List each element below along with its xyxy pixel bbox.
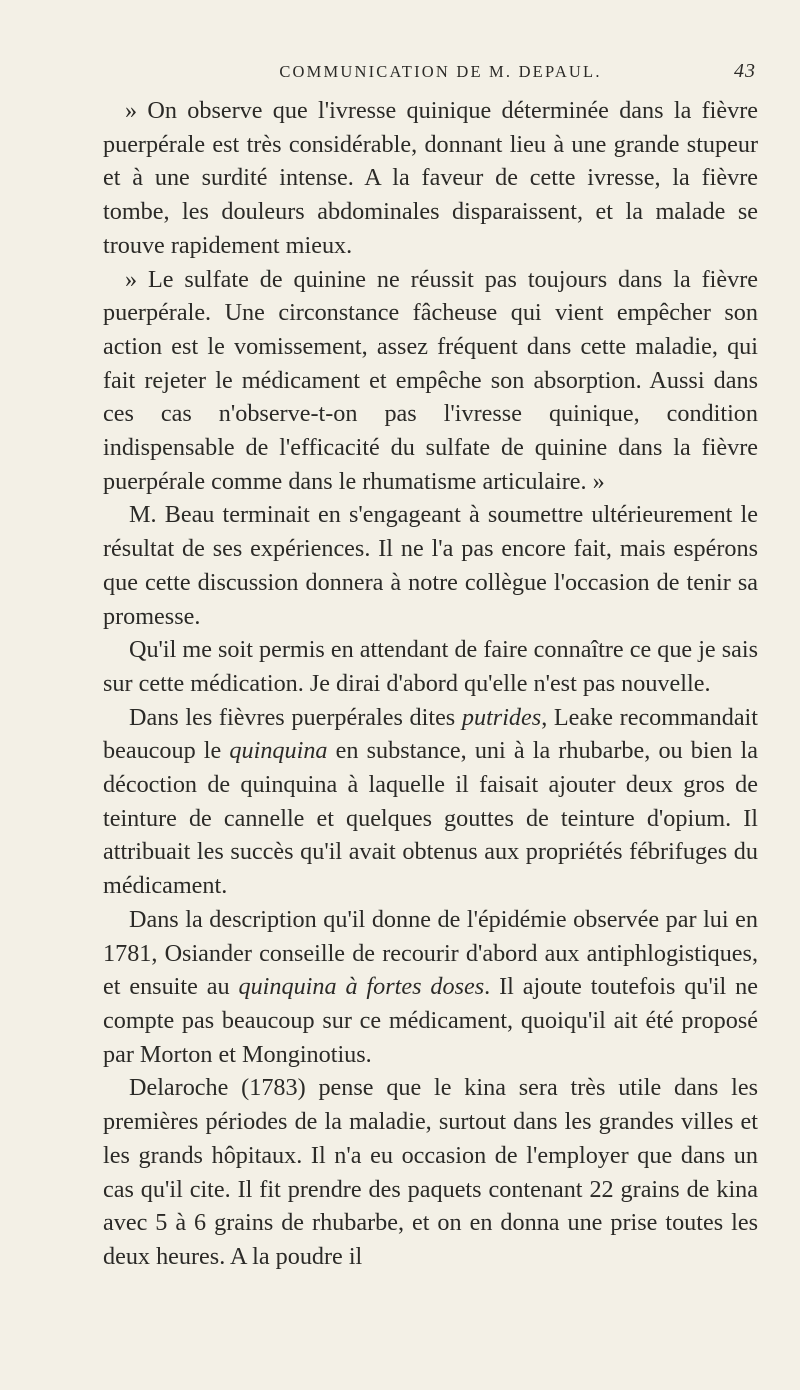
running-head (103, 62, 758, 92)
text-run: en substance, uni à la rhubarbe, ou bien la décoction de quinquina à laquelle il faisait ajouter deux gros de teinture de cannelle et quelques gouttes de teinture d'opium. Il attribuait les succès qu'il avait obtenus aux propriétés fébrifuges du médicament. (103, 737, 758, 900)
running-title: COMMUNICATION DE M. DEPAUL. (279, 62, 602, 81)
paragraph-5 (103, 701, 758, 903)
italic-term: quinquina à fortes doses (238, 973, 485, 1001)
body-text (103, 94, 758, 1274)
paragraph-4 (103, 633, 758, 700)
page-number: 43 (734, 60, 756, 82)
text-run: Delaroche (1783) pense que le kina sera très utile dans les premières périodes de la maladie, surtout dans les grandes villes et les grands hôpitaux. Il n'a eu occasion de l'employer que dans un cas qu'il cite. Il fit prendre des paquets contenant 22 grains de kina avec 5 à 6 grains de rhubarbe, et on en donna une prise toutes les deux heures. A la poudre il (103, 1074, 758, 1270)
text-run: , Leake recommandait beaucoup le (103, 703, 758, 765)
text-run: » Le sulfate de quinine ne réussit pas toujours dans la fièvre puerpérale. Une circonstance fâcheuse qui vient empêcher son action est le vomissement, assez fréquent dans cette maladie, qui fait rejeter le médicament et empêche son absorption. Aussi dans ces cas n'observe-t-on pas l'ivresse quinique, condition indispensable de l'efficacité du sulfate de quinine dans la fièvre puerpérale comme dans le rhumatisme articulaire. » (103, 265, 758, 495)
text-run: Qu'il me soit permis en attendant de faire connaître ce que je sais sur cette médication. Je dirai d'abord qu'elle n'est pas nouvelle. (103, 636, 758, 697)
paragraph-3 (103, 498, 758, 633)
text-run: Dans les fièvres puerpérales dites (129, 703, 462, 731)
paragraph-1 (103, 94, 758, 263)
italic-term: quinquina (229, 737, 328, 765)
text-run: » On observe que l'ivresse quinique déterminée dans la fièvre puerpérale est très considérable, donnant lieu à une grande stupeur et à une surdité intense. A la faveur de cette ivresse, la fièvre tombe, les douleurs abdominales disparaissent, et la malade se trouve rapidement mieux. (103, 97, 758, 259)
paragraph-6 (103, 903, 758, 1072)
text-run: M. Beau terminait en s'engageant à soumettre ultérieurement le résultat de ses expériences. Il ne l'a pas encore fait, mais espérons que cette discussion donnera à notre collègue l'occasion de tenir sa promesse. (103, 501, 758, 630)
paragraph-2 (103, 263, 758, 499)
text-run: . Il ajoute toutefois qu'il ne compte pas beaucoup sur ce médicament, quoiqu'il ait été proposé par Morton et Monginotius. (103, 973, 758, 1068)
italic-term: putrides (461, 703, 542, 731)
paragraph-7 (103, 1071, 758, 1273)
text-run: Dans la description qu'il donne de l'épidémie observée par lui en 1781, Osiander conseille de recourir d'abord aux antiphlogistiques, et ensuite au (103, 905, 758, 1001)
